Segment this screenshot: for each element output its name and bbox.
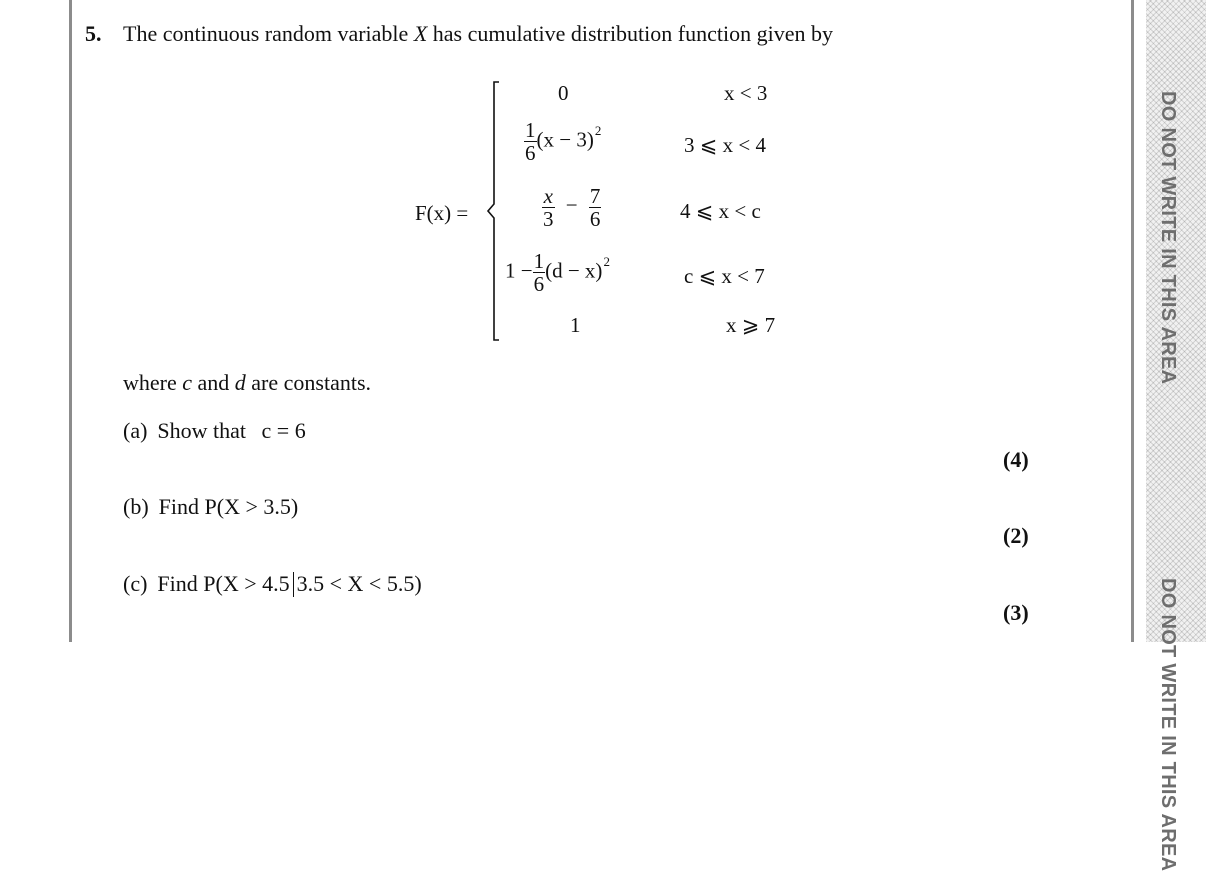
conditional-bar <box>293 572 294 597</box>
part-c: (c) Find P(X > 4.5 3.5 < X < 5.5) <box>123 571 422 596</box>
case-5-expression: 1 <box>570 313 581 337</box>
question-number: 5. <box>85 21 102 46</box>
part-a-marks: (4) <box>1003 447 1029 472</box>
page-border-left <box>69 0 72 642</box>
question-stem: The continuous random variable X has cumulative distribution function given by <box>123 21 833 46</box>
case-5-condition: x ⩾ 7 <box>726 313 776 337</box>
case-3-expression: $\frac{x}{3}$ − $\frac{7}{6}$ <box>543 184 601 231</box>
case-2-expression: $\frac{1}{6}$ $(x - 3)^2$ <box>525 118 602 165</box>
piecewise-brace <box>486 80 508 342</box>
case-4-condition: c ⩽ x < 7 <box>684 264 765 288</box>
function-label: F(x) = <box>415 201 469 225</box>
part-c-marks: (3) <box>1003 600 1029 625</box>
part-b: (b) Find P(X > 3.5) <box>123 494 299 519</box>
case-1-condition: x < 3 <box>724 81 768 105</box>
case-1-expression: 0 <box>558 81 569 105</box>
case-3-fraction-76: $\frac{7}{6}$ <box>589 184 601 231</box>
case-3-fraction-x3: $\frac{x}{3}$ <box>543 184 554 231</box>
case-3-condition: 4 ⩽ x < c <box>680 199 761 223</box>
margin-warning-text-cut: DO NOT WRITE IN THIS AREA <box>1157 578 1179 871</box>
part-b-marks: (2) <box>1003 523 1029 548</box>
part-a: (a) Show that c = 6 <box>123 418 306 443</box>
case-4-fraction: $\frac{1}{6}$ <box>533 249 545 296</box>
case-4-expression: 1 − $\frac{1}{6}$ $(d - x)^2$ <box>505 249 610 296</box>
case-2-condition: 3 ⩽ x < 4 <box>684 133 766 157</box>
constants-note: where c and d are constants. <box>123 370 372 395</box>
margin-warning-text: DO NOT WRITE IN THIS AREA <box>1157 91 1179 385</box>
case-2-fraction: $\frac{1}{6}$ <box>525 118 536 165</box>
page-border-right <box>1131 0 1134 642</box>
